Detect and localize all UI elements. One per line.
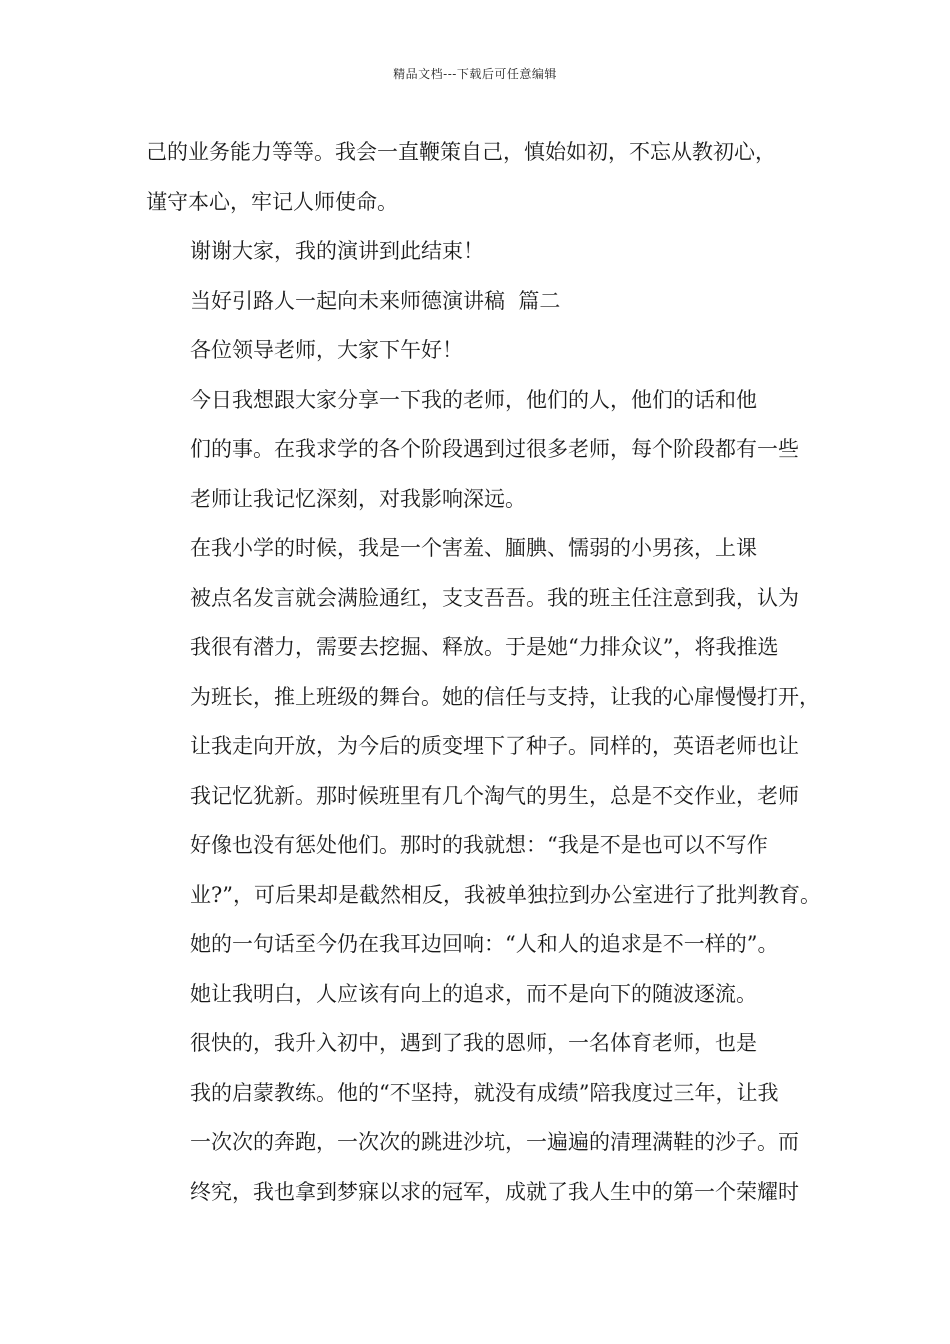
- paragraph-6: [146, 524, 822, 1019]
- text-line: 今日我想跟大家分享一下我的老师，他们的人，他们的话和他: [190, 387, 757, 412]
- text-line: 我记忆犹新。那时候班里有几个淘气的男生，总是不交作业，老师: [190, 783, 799, 808]
- text-line: 很快的，我升入初中，遇到了我的恩师，一名体育老师，也是: [190, 1031, 757, 1055]
- paragraph-7: [146, 1019, 822, 1217]
- document-body: [146, 128, 822, 1217]
- text-line: 在我小学的时候，我是一个害羞、腼腆、懦弱的小男孩，上课: [190, 536, 757, 560]
- greeting: [146, 326, 822, 376]
- text-line: 们的事。在我求学的各个阶段遇到过很多老师，每个阶段都有一些: [190, 437, 799, 461]
- section-title: [146, 277, 822, 327]
- text-line: 己的业务能力等等。我会一直鞭策自己，慎始如初，不忘从教初心，: [146, 140, 776, 164]
- text-line: 她让我明白，人应该有向上的追求，而不是向下的随波逐流。: [190, 981, 757, 1006]
- text-line: 我的启蒙教练。他的“不坚持，就没有成绩”陪我度过三年，让我: [190, 1080, 779, 1105]
- text-line: 好像也没有惩处他们。那时的我就想：“我是不是也可以不写作: [190, 833, 768, 857]
- text-line: 为班长，推上班级的舞台。她的信任与支持，让我的心扉慢慢打开，: [190, 684, 820, 709]
- text-line: 被点名发言就会满脸通红，支支吾吾。我的班主任注意到我，认为: [190, 585, 799, 610]
- paragraph-5: [146, 376, 822, 525]
- text-line: 终究，我也拿到梦寐以求的冠军，成就了我人生中的第一个荣耀时: [190, 1179, 799, 1204]
- text-line: 她的一句话至今仍在我耳边回响：“人和人的追求是不一样的”。: [190, 932, 779, 956]
- text-line: 谨守本心，牢记人师使命。: [146, 189, 398, 214]
- text-line: 一次次的奔跑，一次次的跳进沙坑，一遍遍的清理满鞋的沙子。而: [190, 1130, 799, 1154]
- text-line: 各位领导老师，大家下午好！: [190, 338, 463, 362]
- paragraph-1: [146, 128, 822, 227]
- text-line: 当好引路人一起向未来师德演讲稿 篇二: [190, 288, 561, 313]
- text-line: 让我走向开放，为今后的质变埋下了种子。同样的，英语老师也让: [190, 734, 799, 758]
- paragraph-2: [146, 227, 822, 277]
- text-line: 业?”，可后果却是截然相反，我被单独拉到办公室进行了批判教育。: [190, 882, 821, 907]
- page-header: 精品文档---下载后可任意编辑: [393, 67, 557, 81]
- text-line: 我很有潜力，需要去挖掘、释放。于是她“力排众议”，将我推选: [190, 635, 779, 659]
- text-line: 谢谢大家，我的演讲到此结束！: [190, 239, 484, 263]
- text-line: 老师让我记忆深刻，对我影响深远。: [190, 486, 526, 511]
